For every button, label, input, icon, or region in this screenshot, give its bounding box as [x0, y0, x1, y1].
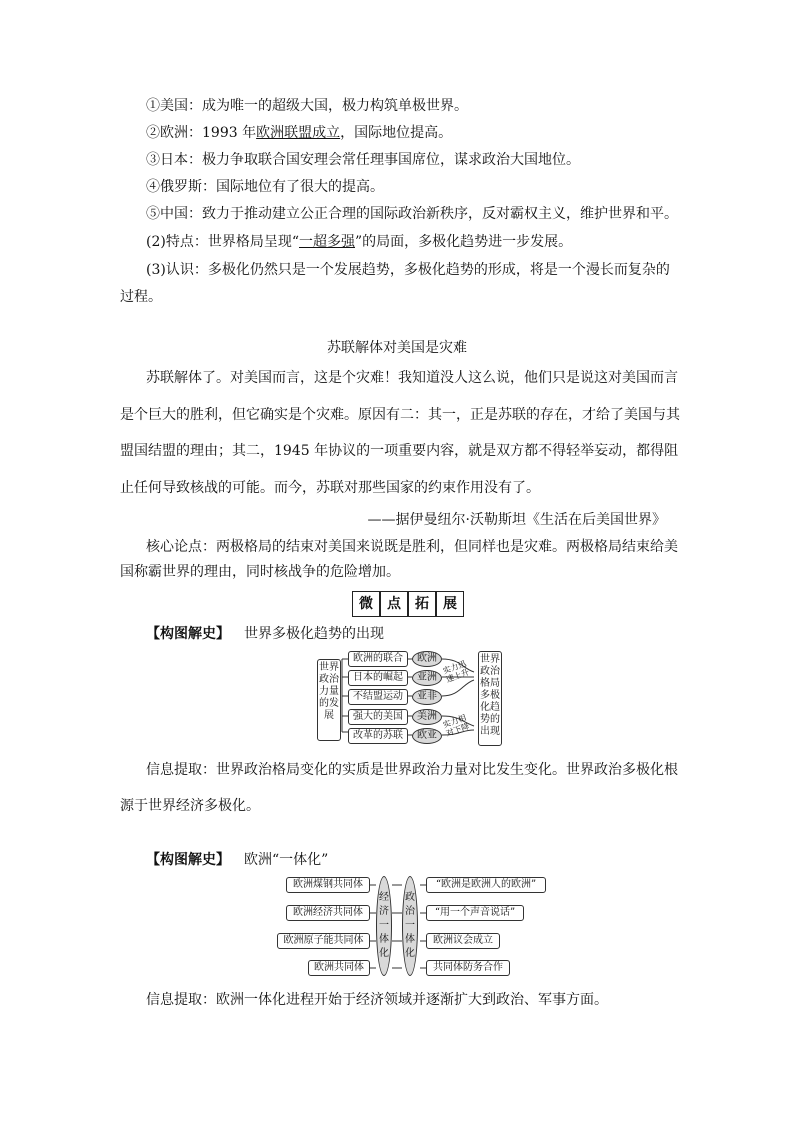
text-line: ③日本：极力争取联合国安理会常任理事国席位，谋求政治大国地位。	[146, 152, 580, 168]
diagram-item: 欧洲的联合	[348, 651, 408, 667]
text-line: (3)认识：多极化仍然只是一个发展趋势，多极化趋势的形成，将是一个漫长而复杂的	[146, 262, 670, 278]
banner-char: 微	[352, 591, 380, 617]
text-line: (2)特点：世界格局呈现“一超多强”的局面，多极化趋势进一步发展。	[146, 234, 573, 250]
info-extract: 源于世界经济多极化。	[120, 798, 260, 814]
diagram-right-label: 世界政治格局多极化趋势的出现	[478, 651, 502, 746]
text-line: ②欧洲：1993 年欧洲联盟成立，国际地位提高。	[146, 125, 453, 141]
article-title: 苏联解体对美国是灾难	[327, 340, 467, 356]
diagram-left-label: 世界政治力量的发展	[317, 659, 341, 741]
diagram-item: 日本的崛起	[348, 670, 408, 686]
banner-char: 点	[380, 591, 408, 617]
economic-integration-oval: 经济一体化	[376, 876, 392, 976]
diagram-item: 欧洲原子能共同体	[277, 933, 370, 949]
underlined-term: 欧洲联盟成立	[256, 125, 341, 141]
trend-label-up: 实力迅速上升	[441, 659, 471, 685]
region-oval: 亚非	[412, 689, 442, 705]
info-extract: 信息提取：欧洲一体化进程开始于经济领域并逐渐扩大到政治、军事方面。	[146, 992, 608, 1008]
region-oval: 美洲	[412, 709, 442, 725]
banner-char: 展	[436, 591, 464, 617]
diagram-item: 不结盟运动	[348, 689, 408, 705]
text-line: ①美国：成为唯一的超级大国，极力构筑单极世界。	[146, 98, 468, 114]
section-heading: 【构图解史】 欧洲“一体化”	[146, 852, 329, 868]
trend-label-down: 实力相对下降	[441, 713, 471, 739]
diagram-item: 改革的苏联	[348, 728, 408, 744]
region-oval: 欧洲	[412, 651, 442, 667]
article-line: 是个巨大的胜利，但它确实是个灾难。原因有二：其一，正是苏联的存在，才给了美国与其	[120, 407, 680, 423]
diagram-item: 欧洲共同体	[308, 960, 370, 976]
diagram-item: “欧洲是欧洲人的欧洲”	[426, 877, 546, 893]
diagram-item: “用一个声音说话”	[426, 905, 524, 921]
region-oval: 欧亚	[412, 728, 442, 744]
article-source: ——据伊曼纽尔·沃勒斯坦《生活在后美国世界》	[367, 512, 666, 528]
region-oval: 亚洲	[412, 670, 442, 686]
core-argument: 核心论点：两极格局的结束对美国来说既是胜利，但同样也是灾难。两极格局结束给美	[146, 539, 678, 555]
diagram-item: 欧洲经济共同体	[286, 905, 370, 921]
article-line: 苏联解体了。对美国而言，这是个灾难！我知道没人这么说，他们只是说这对美国而言	[146, 370, 678, 386]
article-line: 止任何导致核战的可能。而今，苏联对那些国家的约束作用没有了。	[120, 480, 540, 496]
diagram-item: 强大的美国	[348, 709, 408, 725]
article-line: 盟国结盟的理由；其二，1945 年协议的一项重要内容，就是双方都不得轻举妄动，都得阻	[120, 443, 679, 459]
core-argument: 国称霸世界的理由，同时核战争的危险增加。	[120, 564, 400, 580]
info-extract: 信息提取：世界政治格局变化的实质是世界政治力量对比发生变化。世界政治多极化根	[146, 762, 678, 778]
diagram-item: 欧洲议会成立	[426, 933, 500, 949]
text-line: ④俄罗斯：国际地位有了很大的提高。	[146, 179, 384, 195]
diagram-item: 共同体防务合作	[426, 960, 510, 976]
banner-char: 拓	[408, 591, 436, 617]
political-integration-oval: 政治一体化	[402, 876, 418, 976]
diagram-item: 欧洲煤钢共同体	[286, 877, 370, 893]
text-line: ⑤中国：致力于推动建立公正合理的国际政治新秩序，反对霸权主义，维护世界和平。	[146, 206, 678, 222]
underlined-term: 一超多强	[299, 234, 355, 250]
section-heading: 【构图解史】 世界多极化趋势的出现	[146, 626, 384, 642]
text-line: 过程。	[120, 289, 162, 305]
